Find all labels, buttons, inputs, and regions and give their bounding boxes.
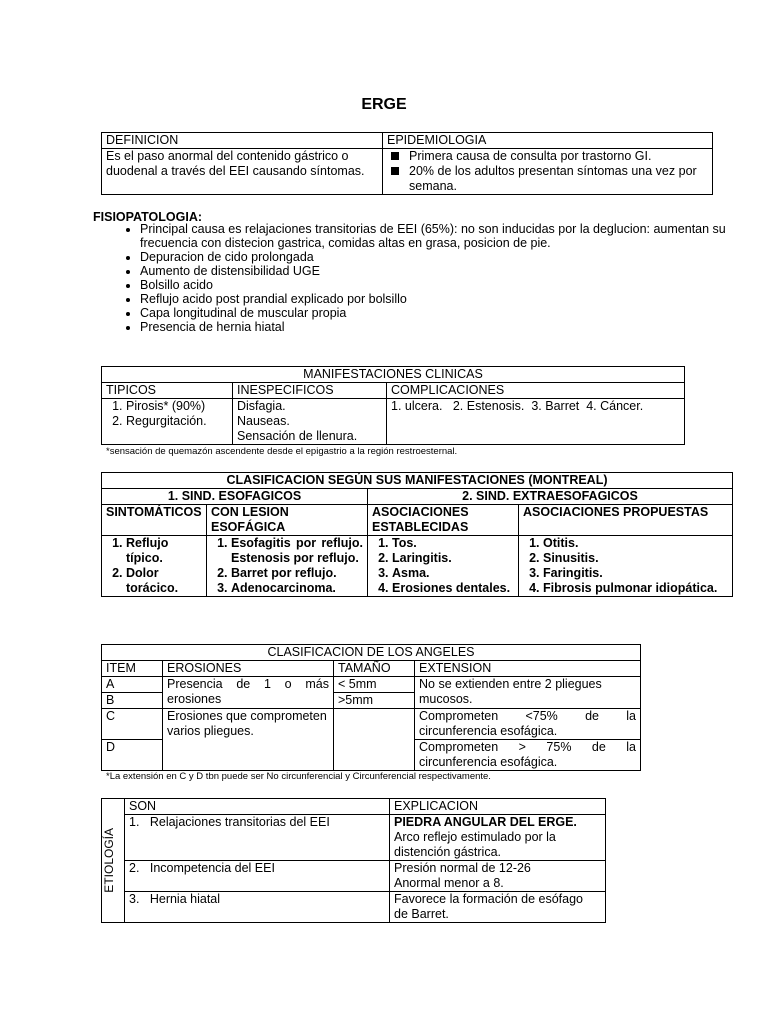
explanation-3-line2: de Barret.: [394, 907, 449, 921]
extension-ab: No se extienden entre 2 pliegues mucosos.: [415, 677, 641, 709]
explanation-2-line2: Anormal menor a 8.: [394, 876, 504, 890]
los-angeles-note: *La extensión en C y D tbn puede ser No circunferencial y Circunferencial respectivamente.: [106, 771, 491, 782]
list-item: 3. Adenocarcinoma.: [231, 581, 363, 596]
explanation-1: [390, 815, 606, 861]
tipicos-cell: [102, 399, 233, 445]
list-item: Primera causa de consulta por trastorno GI.: [387, 149, 708, 164]
cause-2: 2. Incompetencia del EEI: [125, 861, 390, 892]
manifestaciones-note: *sensación de quemazón ascendente desde el epigastrio a la región restroesternal.: [106, 446, 458, 457]
lesion-cell: [207, 536, 368, 597]
manifestaciones-table: [101, 366, 685, 445]
list-item: 1. Otitis.: [543, 536, 728, 551]
list-item: 1. Pirosis* (90%): [126, 399, 228, 414]
explanation-1-text: Arco reflejo estimulado por la distención gástrica.: [394, 830, 556, 859]
list-item: 4. Fibrosis pulmonar idiopática.: [543, 581, 728, 596]
item-d: D: [102, 740, 163, 771]
propuestas-cell: [519, 536, 733, 597]
etiologia-side-label: [102, 799, 125, 923]
list-item: 2. Barret por reflujo.: [231, 566, 363, 581]
tamano-b: >5mm: [334, 693, 415, 709]
erosiones-cd: Erosiones que comprometen varios pliegues.: [163, 709, 334, 771]
inespecificos-header: INESPECIFICOS: [233, 383, 387, 399]
epidemiology-list: [383, 149, 713, 195]
los-angeles-title: CLASIFICACION DE LOS ANGELES: [102, 645, 641, 661]
list-item: 2. Laringitis.: [392, 551, 514, 566]
inespecificos-cell: [233, 399, 387, 445]
explanation-3-line1: Favorece la formación de esófago: [394, 892, 583, 906]
tipicos-header: TIPICOS: [102, 383, 233, 399]
fisiopatologia-title: FISIOPATOLOGIA:: [93, 210, 203, 224]
etiologia-table: [101, 798, 606, 923]
definition-header: DEFINICION: [102, 133, 383, 149]
item-b: B: [102, 693, 163, 709]
erosiones-ab: Presencia de 1 o más erosiones: [163, 677, 334, 709]
epidemiology-header: EPIDEMIOLOGIA: [383, 133, 713, 149]
esofagicos-header: 1. SIND. ESOFAGICOS: [102, 489, 368, 505]
list-item: • Bolsillo acido: [140, 278, 768, 292]
list-item: • Capa longitudinal de muscular propia: [140, 306, 768, 320]
list-item: 1. Esofagitis por reflujo. Estenosis por reflujo.: [231, 536, 363, 566]
tamano-header: TAMAÑO: [334, 661, 415, 677]
extension-c: Comprometen <75% de la circunferencia esofágica.: [415, 709, 641, 740]
extraesofagicos-header: 2. SIND. EXTRAESOFAGICOS: [368, 489, 733, 505]
erosiones-header: EROSIONES: [163, 661, 334, 677]
montreal-title: CLASIFICACION SEGÚN SUS MANIFESTACIONES (MONTREAL): [102, 473, 733, 489]
list-item: • Aumento de distensibilidad UGE: [140, 264, 768, 278]
tamano-cd: [334, 709, 415, 771]
extension-header: EXTENSION: [415, 661, 641, 677]
complicaciones-cell: 1. ulcera. 2. Estenosis. 3. Barret 4. Cáncer.: [387, 399, 685, 445]
definition-table: [101, 132, 713, 195]
fisiopatologia-list: [112, 222, 768, 334]
sintomaticos-cell: [102, 536, 207, 597]
list-item: • Presencia de hernia hiatal: [140, 320, 768, 334]
explicacion-header: EXPLICACION: [390, 799, 606, 815]
item-a: A: [102, 677, 163, 693]
explanation-2: [390, 861, 606, 892]
item-header: ITEM: [102, 661, 163, 677]
list-item: 3. Faringitis.: [543, 566, 728, 581]
definition-text: Es el paso anormal del contenido gástrico o duodenal a través del EEI causando síntomas.: [102, 149, 383, 195]
explanation-1-bold: PIEDRA ANGULAR DEL ERGE.: [394, 815, 577, 829]
los-angeles-table: [101, 644, 641, 771]
list-item: Disfagia.: [237, 399, 286, 413]
list-item: 4. Erosiones dentales.: [392, 581, 514, 596]
page-title: ERGE: [361, 96, 407, 113]
propuestas-header: ASOCIACIONES PROPUESTAS: [519, 505, 733, 536]
tamano-a: < 5mm: [334, 677, 415, 693]
list-item: 20% de los adultos presentan síntomas una vez por semana.: [387, 164, 708, 194]
manifestaciones-title: MANIFESTACIONES CLINICAS: [102, 367, 685, 383]
list-item: Nauseas.: [237, 414, 290, 428]
establecidas-header: ASOCIACIONES ESTABLECIDAS: [368, 505, 519, 536]
sintomaticos-header: SINTOMÁTICOS: [102, 505, 207, 536]
explanation-2-line1: Presión normal de 12-26: [394, 861, 531, 875]
list-item: 2. Dolor torácico.: [126, 566, 202, 596]
list-item: • Reflujo acido post prandial explicado por bolsillo: [140, 292, 768, 306]
list-item: 2. Regurgitación.: [126, 414, 228, 429]
list-item: 3. Asma.: [392, 566, 514, 581]
list-item: • Depuracion de cido prolongada: [140, 250, 768, 264]
etiologia-label: ETIOLOGÍA: [102, 828, 116, 893]
list-item: 2. Sinusitis.: [543, 551, 728, 566]
cause-3: 3. Hernia hiatal: [125, 892, 390, 923]
montreal-table: [101, 472, 733, 597]
item-c: C: [102, 709, 163, 740]
son-header: SON: [125, 799, 390, 815]
establecidas-cell: [368, 536, 519, 597]
list-item: • Principal causa es relajaciones transitorias de EEI (65%): no son inducidas por la deglucion: aumentan su frecuencia con distecion gastrica, comidas altas en grasa, posicion de pie.: [140, 222, 768, 250]
list-item: 1. Reflujo típico.: [126, 536, 202, 566]
explanation-3: [390, 892, 606, 923]
complicaciones-header: COMPLICACIONES: [387, 383, 685, 399]
list-item: Sensación de llenura.: [237, 429, 358, 443]
extension-d: Comprometen > 75% de la circunferencia esofágica.: [415, 740, 641, 771]
list-item: 1. Tos.: [392, 536, 514, 551]
cause-1: 1. Relajaciones transitorias del EEI: [125, 815, 390, 861]
lesion-header: CON LESION ESOFÁGICA: [207, 505, 368, 536]
